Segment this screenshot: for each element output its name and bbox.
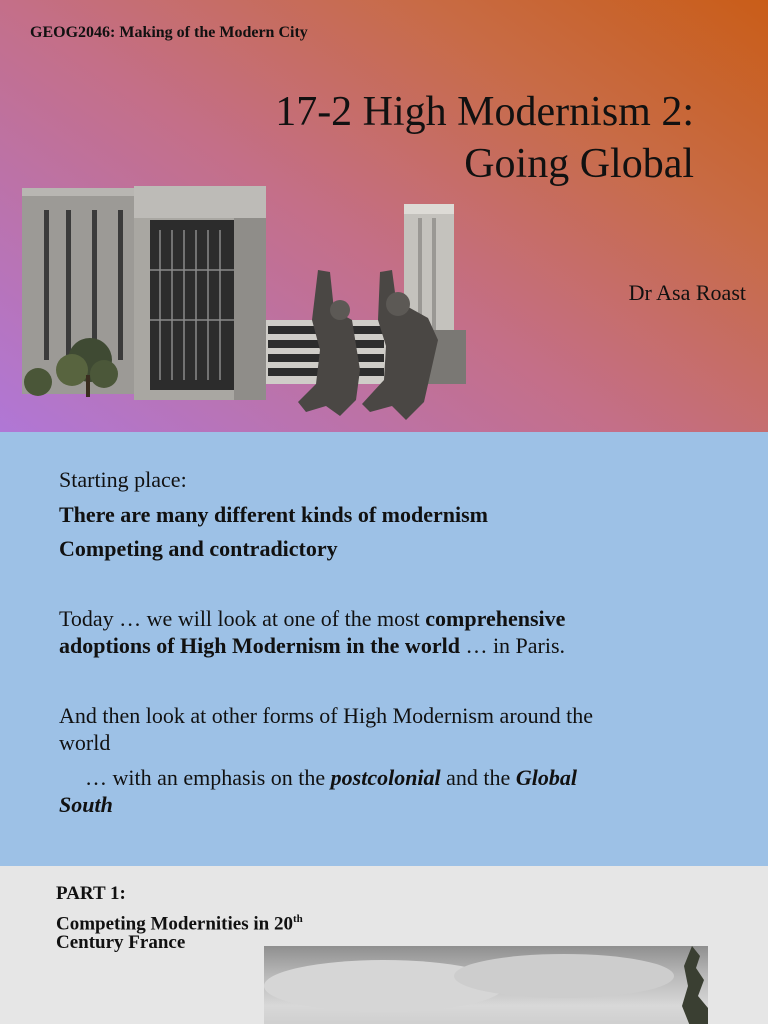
point-many-kinds: There are many different kinds of modernism xyxy=(59,502,488,527)
slide-title-line-2: Going Global xyxy=(464,141,694,187)
then-paragraph xyxy=(59,702,719,756)
point-competing: Competing and contradictory xyxy=(59,536,338,561)
intro-slide xyxy=(0,432,768,866)
part-heading-sup: th xyxy=(292,913,303,925)
starting-place-label: Starting place: xyxy=(59,467,187,492)
today-bold-1: comprehensive xyxy=(425,606,566,631)
today-bold-2: adoptions of High Modernism in the world xyxy=(59,633,460,658)
title-slide xyxy=(0,0,768,432)
part-heading-line-2: Century France xyxy=(56,932,186,953)
today-prefix: Today … we will look at one of the most xyxy=(59,606,426,631)
slide-title-line-1: 17-2 High Modernism 2: xyxy=(275,89,694,135)
course-code: GEOG2046: Making of the Modern City xyxy=(30,24,308,41)
part-1-slide xyxy=(0,866,768,1024)
author-name: Dr Asa Roast xyxy=(628,280,746,305)
emphasis-postcolonial: postcolonial xyxy=(330,765,441,790)
emphasis-paragraph xyxy=(59,764,699,818)
today-paragraph xyxy=(59,605,709,659)
then-line-2: world xyxy=(59,730,111,755)
part-heading-prefix: Competing Modernities in 20 xyxy=(56,913,293,935)
part-label: PART 1: xyxy=(56,883,126,904)
tree-silhouette-icon xyxy=(264,946,708,1024)
cloudy-sky-photo-icon xyxy=(264,946,708,1024)
then-line-1: And then look at other forms of High Modernism around the xyxy=(59,703,594,728)
emphasis-and: and the xyxy=(440,765,516,790)
central-entrance-block xyxy=(134,186,266,400)
emphasis-south: South xyxy=(59,792,113,817)
emphasis-prefix: … with an emphasis on the xyxy=(85,765,331,790)
emphasis-global: Global xyxy=(515,765,577,790)
today-suffix: … in Paris. xyxy=(459,633,566,658)
modernist-buildings-collage-icon xyxy=(0,170,480,432)
